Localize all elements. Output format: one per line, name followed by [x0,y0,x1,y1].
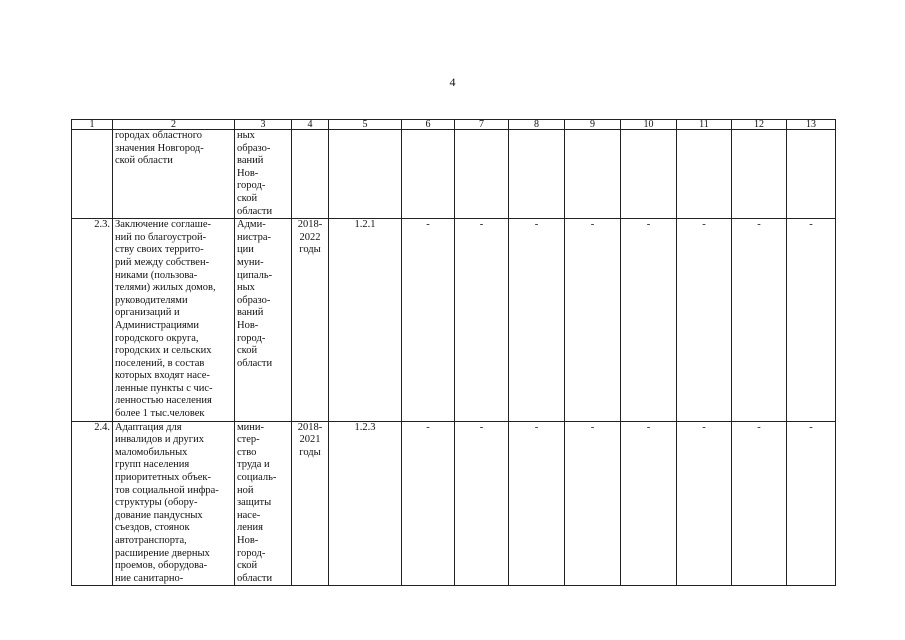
column-header-5: 5 [329,120,402,130]
description-line: организаций и [115,307,180,319]
implementation-term [292,130,329,219]
description-line: ние санитарно- [115,572,184,584]
term-line: 2022 [299,231,321,243]
executor-line: Нов- [237,167,259,179]
implementation-term [292,219,329,422]
executor-line: ной [237,484,254,496]
value-cell-11: - [677,219,732,422]
executor-line: ской [237,560,258,572]
row-number: 2.3. [72,219,113,422]
measure-description [113,219,235,422]
description-line: маломобильных [115,446,188,458]
value-cell-12 [732,130,787,219]
measures-table [71,119,836,586]
value-cell-9 [565,130,621,219]
executor-line: Адми- [237,219,266,231]
responsible-executor [235,130,292,219]
target-indicator-code [329,130,402,219]
column-header-3: 3 [235,120,292,130]
executor-line: области [237,572,273,584]
executor-line: насе- [237,509,261,521]
column-header-6: 6 [402,120,455,130]
description-line: структуры (обору- [115,497,198,509]
executor-line: ции [237,244,254,256]
description-line: расширение дверных [115,547,210,559]
value-cell-10: - [621,421,677,586]
description-line: телями) жилых домов, [115,282,216,294]
description-line: городского округа, [115,332,199,344]
column-header-4: 4 [292,120,329,130]
row-number: 2.4. [72,421,113,586]
description-line: Заключение соглаше- [115,219,211,231]
executor-line: ципаль- [237,269,273,281]
description-line: городских и сельских [115,345,212,357]
value-cell-6: - [402,421,455,586]
value-cell-10: - [621,219,677,422]
description-line: тов социальной инфра- [115,484,219,496]
value-cell-13: - [787,219,836,422]
column-header-11: 11 [677,120,732,130]
value-cell-13 [787,130,836,219]
description-line: рий между собствен- [115,256,210,268]
value-cell-9: - [565,219,621,422]
column-header-8: 8 [509,120,565,130]
value-cell-12: - [732,421,787,586]
table-row [72,219,836,422]
value-cell-6 [402,130,455,219]
column-header-13: 13 [787,120,836,130]
description-line: ленностью населения [115,395,212,407]
value-cell-7: - [455,219,509,422]
executor-line: ство [237,446,257,458]
value-cell-11: - [677,421,732,586]
target-indicator-code: 1.2.3 [329,421,402,586]
description-line: ству своих террито- [115,244,204,256]
description-line: автотранспорта, [115,535,187,546]
description-line: инвалидов и других [115,434,204,446]
description-line: проемов, оборудова- [115,560,208,572]
executor-line: ных [237,130,255,141]
executor-line: стер- [237,434,260,446]
value-cell-11 [677,130,732,219]
value-cell-6: - [402,219,455,422]
executor-line: труда и [237,459,270,471]
column-header-10: 10 [621,120,677,130]
measure-description [113,421,235,586]
description-line: никами (пользова- [115,269,198,281]
header-row [72,120,836,130]
row-number [72,130,113,219]
executor-line: Нов- [237,535,259,546]
term-line: годы [299,244,321,256]
executor-line: ской [237,345,258,357]
value-cell-7 [455,130,509,219]
executor-line: образо- [237,142,271,154]
column-header-7: 7 [455,120,509,130]
executor-line: области [237,205,273,217]
table-row [72,421,836,586]
responsible-executor [235,219,292,422]
executor-line: город- [237,332,266,344]
target-indicator-code: 1.2.1 [329,219,402,422]
executor-line: ных [237,282,255,294]
executor-line: муни- [237,256,264,268]
executor-line: нистра- [237,231,272,243]
executor-line: ваний [237,155,264,167]
value-cell-10 [621,130,677,219]
measure-description [113,130,235,219]
description-line: дование пандусных [115,509,203,521]
column-header-9: 9 [565,120,621,130]
table-row [72,130,836,219]
executor-line: социаль- [237,472,277,484]
description-line: ленные пункты с чис- [115,382,213,394]
description-line: приоритетных объек- [115,472,212,484]
executor-line: город- [237,180,266,192]
term-line: годы [299,446,321,458]
value-cell-8: - [509,219,565,422]
description-line: Адаптация для [115,421,182,433]
executor-line: ской [237,192,258,204]
description-line: съездов, стоянок [115,522,190,534]
description-line: значения Новгород- [115,142,204,154]
description-line: которых входят насе- [115,370,210,382]
executor-line: город- [237,547,266,559]
value-cell-9: - [565,421,621,586]
term-line: 2018- [297,421,323,433]
value-cell-12: - [732,219,787,422]
term-line: 2018- [297,219,323,231]
description-line: ний по благоустрой- [115,231,207,243]
column-header-12: 12 [732,120,787,130]
executor-line: образо- [237,294,271,306]
executor-line: защиты [237,497,272,509]
term-line: 2021 [299,434,321,446]
executor-line: ления [237,522,263,534]
value-cell-8 [509,130,565,219]
executor-line: Нов- [237,319,259,331]
value-cell-7: - [455,421,509,586]
column-header-1: 1 [72,120,113,130]
executor-line: области [237,357,273,369]
description-line: городах областного [115,130,203,141]
column-header-2: 2 [113,120,235,130]
description-line: более 1 тыс.человек [115,408,205,420]
description-line: ской области [115,155,173,167]
value-cell-13: - [787,421,836,586]
implementation-term [292,421,329,586]
executor-line: ваний [237,307,264,319]
description-line: руководителями [115,294,188,306]
executor-line: мини- [237,421,264,433]
description-line: Администрациями [115,319,200,331]
page-number: 4 [449,75,456,89]
value-cell-8: - [509,421,565,586]
responsible-executor [235,421,292,586]
description-line: поселений, в состав [115,357,205,369]
description-line: групп населения [115,459,190,471]
